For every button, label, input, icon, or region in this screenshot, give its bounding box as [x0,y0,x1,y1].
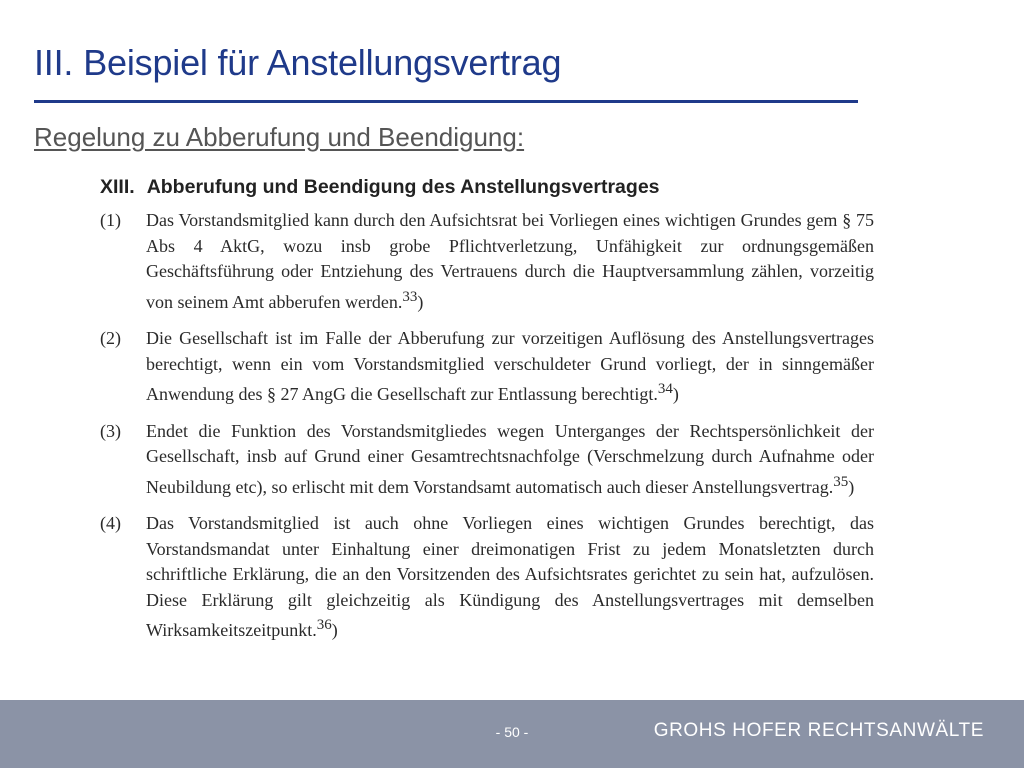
page-number: - 50 - [495,724,529,740]
paragraph-body: Das Vorstandsmitglied kann durch den Aufsichtsrat bei Vorliegen eines wichtigen Grundes gem § 75 Abs 4 AktG, wozu insb grobe Pflichtverletzung, Unfähigkeit zur ordnungsgemäßen Geschäftsführung oder Entziehung des Vertrauens durch die Hauptversammlung zählen, vorzeitig von seinem Amt abberufen werden. [146,210,874,312]
footnote-ref: 33 [402,288,418,305]
paragraph-body: Das Vorstandsmitglied ist auch ohne Vorliegen eines wichtigen Grundes berechtigt, das Vorstandsmandat unter Einhaltung einer dreimonatigen Frist zu jedem Monatsletzten durch schriftliche Erklärung, die an den Vorsitzenden des Aufsichtsrates gerichtet zu sein hat, aufzulösen. Diese Erklärung gilt gleichzeitig als Kündigung des Anstellungsvertrages mit demselben Wirksamkeitszeitpunkt. [146,513,874,640]
title-divider [34,100,858,103]
paragraph-4 [100,511,874,644]
paragraph-marker: (3) [100,420,121,441]
paragraph-suffix: ) [331,620,338,640]
footer-bar [0,700,1024,768]
paragraph-text [146,419,874,501]
slide-subtitle: Regelung zu Abberufung und Beendigung: [34,122,525,152]
section-number: XIII. [100,176,135,198]
contract-excerpt [100,176,874,655]
paragraph-suffix: ) [848,476,855,497]
section-title: Abberufung und Beendigung des Anstellungsvertrages [146,176,660,198]
paragraph-marker: (1) [100,210,121,230]
paragraph-marker: (2) [100,328,121,348]
paragraph-1 [100,208,874,315]
paragraph-body: Die Gesellschaft ist im Falle der Abberufung zur vorzeitigen Auflösung des Anstellungsvertrages berechtigt, wenn ein vom Vorstandsmitglied verschuldeter Grund vorliegt, der in sinngemäßer Anwendung des § 27 AngG die Gesellschaft zur Entlassung berechtigt. [146,328,874,404]
footnote-ref: 35 [833,473,849,490]
paragraph-2 [100,326,874,408]
paragraph-3 [100,419,874,501]
footnote-ref: 36 [316,617,332,633]
paragraph-text [146,511,874,644]
paragraph-suffix: ) [417,291,424,312]
paragraph-suffix: ) [672,384,679,404]
section-heading [100,176,874,199]
footnote-ref: 34 [657,381,673,397]
slide-title [34,42,561,84]
firm-logo-text: GROHS HOFER RECHTSANWÄLTE [653,720,984,741]
paragraph-marker: (4) [100,513,121,533]
paragraph-text [146,208,874,315]
slide-title-number: III. [34,42,74,83]
slide-title-text: Beispiel für Anstellungsvertrag [83,42,562,83]
paragraph-body: Endet die Funktion des Vorstandsmitgliedes wegen Unterganges der Rechtspersönlichkeit der Gesellschaft, insb auf Grund einer Gesamtrechtsnachfolge (Verschmelzung durch Aufnahme oder Neubildung etc), so erlischt mit dem Vorstandsamt automatisch auch dieser Anstellungsvertrag. [146,420,874,497]
paragraph-text [146,326,874,408]
